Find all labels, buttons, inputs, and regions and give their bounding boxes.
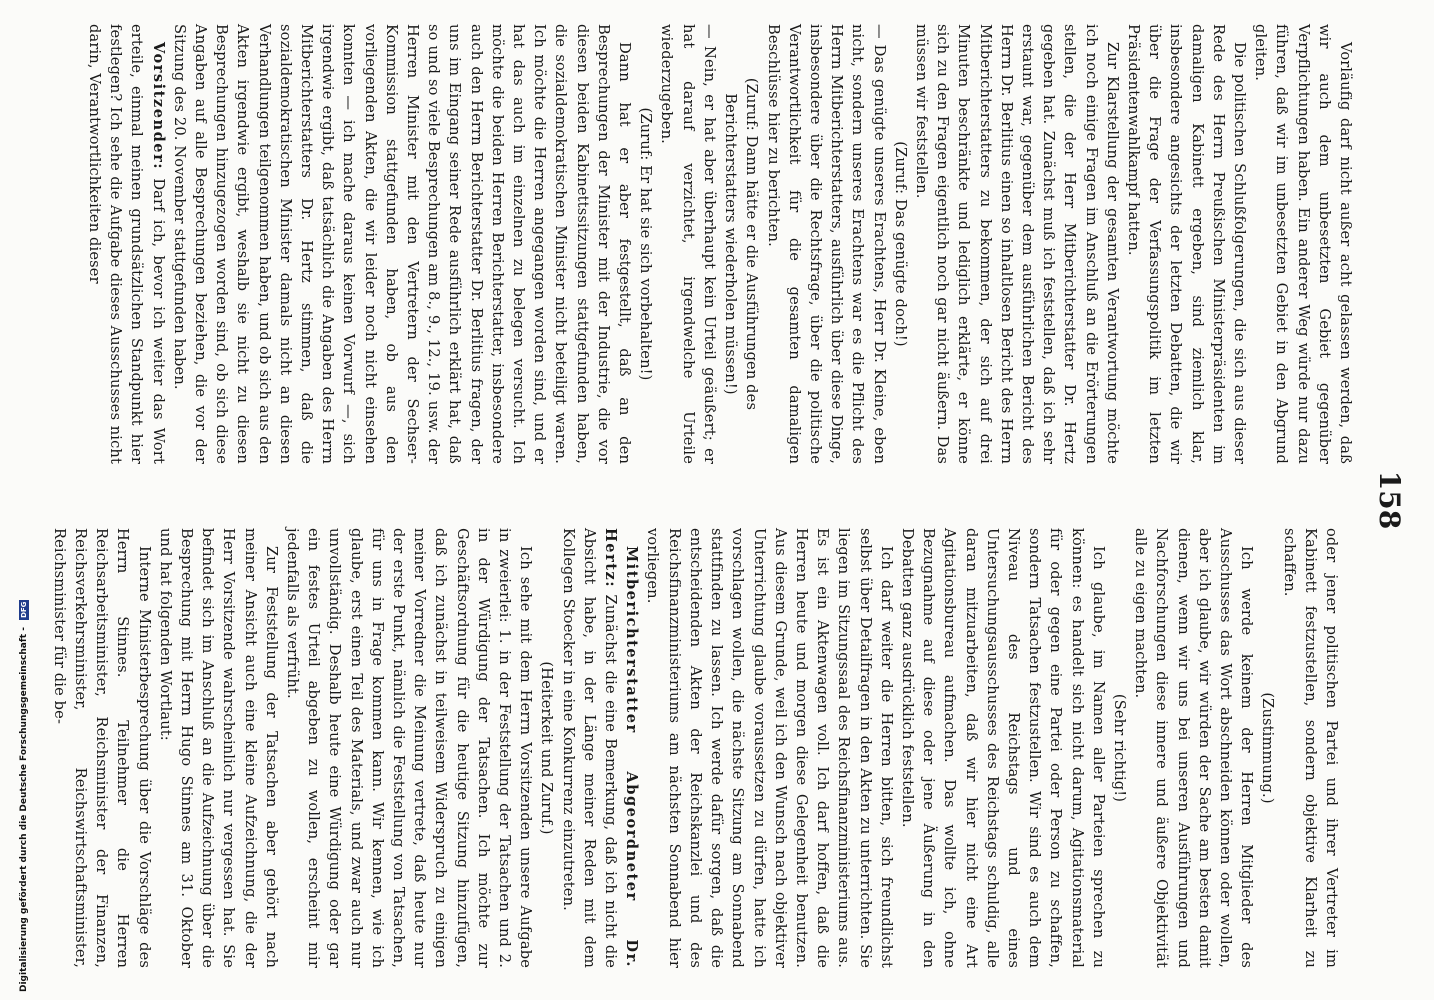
page-number: 158 [1373,470,1406,530]
speaker-name: Mitberichterstatter Abgeordneter Dr. Hertz: [602,528,641,968]
paragraph: Zur Klarstellung der gesamten Verantwortung möchte ich noch einige Fragen im Anschluß an die Erörterungen stellen, die der Herr Mitberichterstatter Dr. Hertz gegeben hat. Zunächst muß ich feststellen, daß ich sehr erstaunt war, gegenüber dem ausführlichen Bericht des Herrn Dr. Berlitius einen so inhaltlosen Bericht des Herrn Mitberichterstatters zu bekommen, der sich auf drei Minuten beschränkte und lediglich erklärte, er könne sich zu den Fragen eigentlich noch gar nicht äußern. Das müssen wir feststellen. [912,24,1121,464]
paragraph: — Das genügte unseres Erachtens, Herr Dr. Kleine, eben nicht, sondern unseres Erachtens war es die Pflicht des Herrn Mitberichterstatters, ausführlich über diese Dinge, insbesondere über die Rechtsfrage, über die politische Verantwortlichkeit für die gesamten damaligen Beschlüsse hier zu berichten. [764,24,888,464]
paragraph: Vorläufig darf nicht außer acht gelassen werden, daß wir auch dem unbesetzten Gebiet gegenüber Verpflichtungen haben. Ein anderer Weg würde nur dazu führen, daß wir im unbesetzten Gebiet in den Abgrund gleiten. [1252,24,1354,464]
speaker-name: Vorsitzender: [149,42,167,171]
interjection: (Heiterkeit und Zuruf.) [538,661,556,835]
right-text-column [49,528,1342,968]
speaker-text: Darf ich, bevor ich weiter das Wort erteile, einmal meinen grundsätzlichen Standpunkt hier festlegen? Ich sehe die Aufgabe dieses Ausschusses nicht darin, Verantwortlichkeiten dieser [86,24,167,464]
paragraph: Ich werde keinem der Herren Mitglieder des Ausschusses das Wort abschneiden können oder wollen, aber ich glaube, wir würden der Sache am besten damit dienen, wenn wir uns bei unseren Ausführungen und Nachforschungen diese innere und äußere Objektivität alle zu eigen machten. [1132,528,1256,968]
paragraph: Die politischen Schlußfolgerungen, die sich aus dieser Rede des Herrn Preußischen Ministerpräsidenten im damaligen Kabinett ergeben, sind ziemlich klar, insbesondere angesichts der letzten Debatten, die wir über die Frage der Verfassungspolitik im letzten Präsidentenwahlkampf hatten. [1124,24,1248,464]
paragraph: Ich darf weiter die Herren bitten, sich freundlichst selbst über Detailfragen in den Akten zu unterrichten. Sie liegen im Sitzungssaal des Reichsfinanzministeriums aus. Es ist ein Aktenwagen voll. Ich darf hoffen, daß die Herren heute und morgen diese Gelegenheit benutzen. Aus diesem Grunde, weil ich den Wunsch nach objektiver Unterrichtung glaube voraussetzen zu dürfen, hatte ich vorschlagen wollen, die nächste Sitzung am Sonnabend stattfinden zu lassen. Ich werde dafür sorgen, daß die entscheidenden Akten der Reichskanzlei und des Reichsfinanzministeriums am nächsten Sonnabend hier vorliegen. [644,528,895,968]
speaker-paragraph [557,528,642,968]
paragraph: Zur Feststellung der Tatsachen aber gehört nach meiner Ansicht auch eine kleine Aufzeichnung, die der Herr Vorsitzende wahrscheinlich nur vergessen hat. Sie befindet sich im Anschluß an die Aufzeichnung über die Besprechung mit Herrn Hugo Stinnes am 31. Oktober und hat folgenden Wortlaut: [156,528,280,968]
paragraph: — Nein, er hat aber überhaupt kein Urteil geäußert; er hat darauf verzichtet, irgendwelche Urteile wiederzugeben. [658,24,718,464]
speaker-paragraph [84,24,169,464]
left-text-column [84,24,1356,464]
paragraph: Interne Ministerbesprechung über die Vorschläge des Herrn Stinnes. Teilnehmer die Herren Reichsarbeitsminister, Reichsminister der Finanzen, Reichsverkehrsminister, Reichswirtschaftsminister, Reichsminister für die be- [50,528,153,968]
footer-text: Digitalisierung gefördert durch die Deutsche Forschungsgemeinschaft - [19,627,29,992]
dfg-logo: DFG [19,601,28,618]
interjection: (Zuruf: Dann hätte er die Ausführungen des Berichterstatters wiederholen müssen!) [722,77,761,411]
paragraph: Ich glaube, im Namen aller Parteien sprechen zu können: es handelt sich nicht darum, Agitationsmaterial für oder gegen eine Partei oder Person zu schaffen, sondern Tatsachen festzustellen. Wir sind es auch dem Niveau des Reichstags und eines Untersuchungsausschusses des Reichstags schuldig, alle daran mitzuarbeiten, daß wir hier nicht eine Art Agitationsbureau aufmachen. Das wollte ich, ohne Bezugnahme auf diese oder jene Äußerung in den Debatten ganz ausdrücklich feststellen. [898,528,1107,968]
interjection: (Sehr richtig!) [1110,693,1128,803]
paragraph: oder jener politischen Partei und ihrer Vertreter im Kabinett festzustellen, sondern objektive Klarheit zu schaffen. [1280,528,1340,968]
digitization-footer [16,0,32,1000]
interjection: (Zuruf: Er hat sie sich vorbehalten!) [637,107,655,381]
paragraph: Ich sehe mit dem Herrn Vorsitzenden unsere Aufgabe in zweierlei: 1. in der Feststellung der Tatsachen und 2. in der Würdigung der Tatsachen. Ich möchte zur Geschäftsordnung für die heutige Sitzung hinzufügen, daß ich zunächst in teilweisem Widerspruch zu einigen meiner Vorredner die Meinung vertrete, daß heute nur der erste Punkt, nämlich die Feststellung von Tatsachen, für uns in Frage kommen kann. Wir kennen, wie ich glaube, erst einen Teil des Materials, und zwar auch nur unvollständig. Deshalb heute eine Würdigung oder gar ein festes Urteil abgeben zu wollen, erscheint mir jedenfalls als verfrüht. [284,528,535,968]
interjection: (Zustimmung.) [1259,692,1277,804]
interjection: (Zuruf: Das genügte doch!) [891,141,909,347]
speaker-text: Zunächst die eine Bemerkung, daß ich nicht die Absicht habe, in der Länge meiner Reden mit dem Kollegen Stoecker in eine Konkurrenz einzutreten. [559,528,620,968]
paragraph: Dann hat er aber festgestellt, daß an den Besprechungen der Minister mit der Industrie, die vor diesen beiden Kabinettssitzungen stattgefunden haben, die sozialdemokratischen Minister nicht beteiligt waren. Ich möchte die Herren angegangen worden sind, und er hat das auch im einzelnen zu belegen versucht. Ich möchte die beiden Herren Berichterstatter, insbesondere auch den Herrn Berichterstatter Dr. Berlitius fragen, der uns im Eingang seiner Rede ausführlich erklärt hat, daß so und so viele Besprechungen am 8., 9., 12., 19. usw. der Herren Minister mit den Vertretern der Sechser-Kommission stattgefunden haben, ob aus den vorliegenden Akten, die wir leider noch nicht einsehen konnten — ich mache daraus keinen Vorwurf —, sich irgendwie ergibt, daß tatsächlich die Angaben des Herrn Mitberichterstatters Dr. Hertz stimmen, daß die sozialdemokratischen Minister damals nicht an diesen Verhandlungen teilgenommen haben, und ob sich aus den Akten irgendwie ergibt, weshalb sie nicht zu diesen Besprechungen hinzugezogen worden sind, ob sich diese Angaben auf alle Besprechungen beziehen, die vor der Sitzung des 20. November stattgefunden haben. [170,24,634,464]
